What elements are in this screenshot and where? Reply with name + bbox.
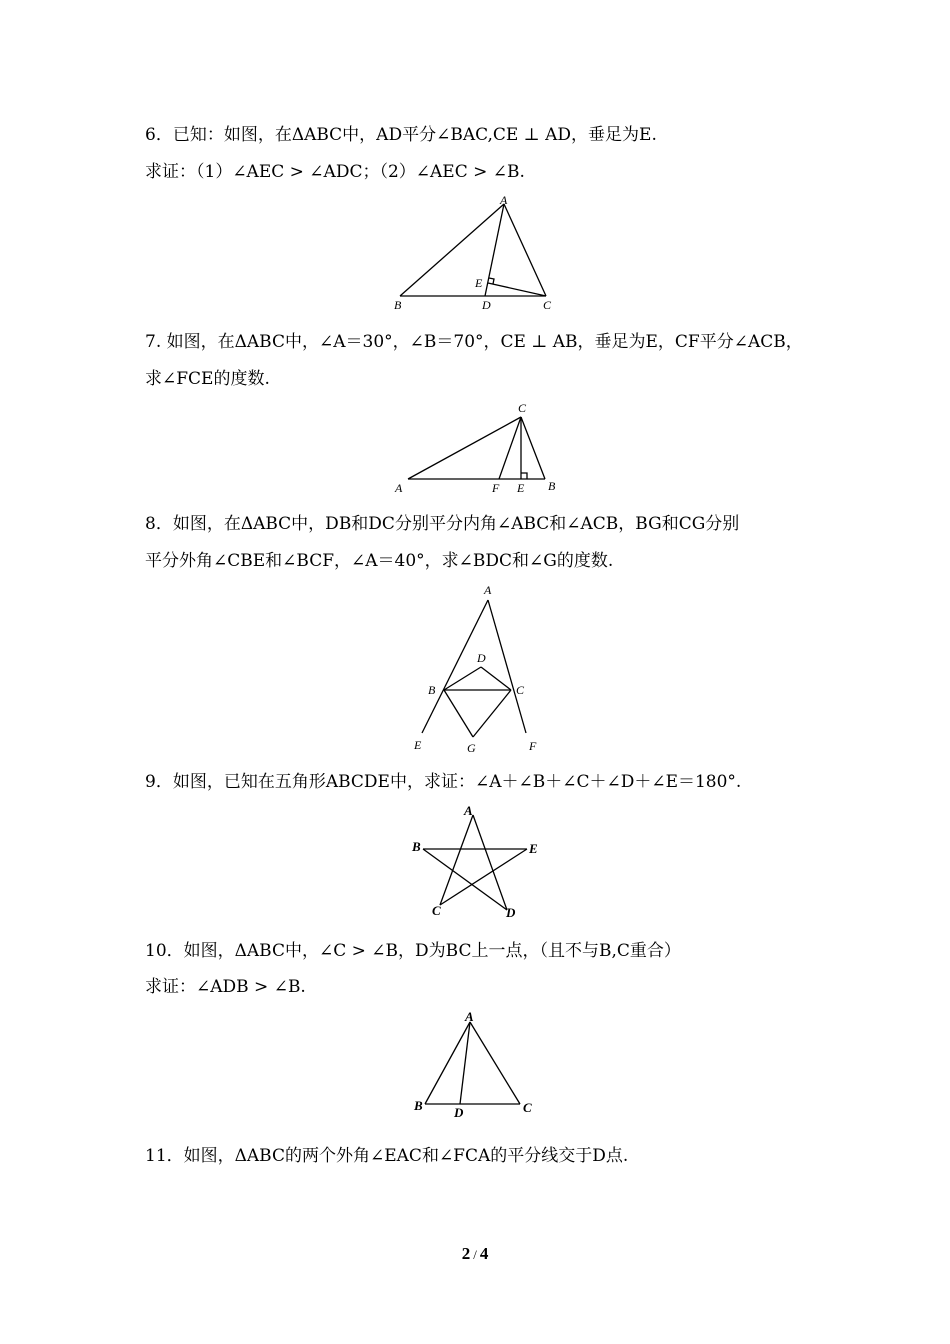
fig9-label-c: C — [432, 903, 441, 918]
fig8-segment-bg — [444, 690, 473, 737]
fig8-label-f: F — [529, 739, 537, 753]
fig6-segment-ac — [504, 204, 546, 296]
problem-8-line-2: 平分外角∠CBE和∠BCF，∠A＝40°，求∠BDC和∠G的度数. — [145, 551, 614, 571]
fig8-label-b: B — [428, 683, 436, 697]
fig7-right-angle-mark — [521, 473, 527, 479]
fig7-segment-ac — [408, 417, 521, 479]
page-total: 4 — [479, 1244, 489, 1263]
fig8-label-c: C — [516, 683, 525, 697]
fig7-label-e: E — [517, 481, 525, 495]
problem-6-line-1: 6．已知：如图，在ΔABC中，AD平分∠BAC,CE ⊥ AD，垂足为E. — [145, 125, 657, 145]
fig8-segment-ae — [422, 600, 488, 733]
fig8-segment-af — [488, 600, 526, 733]
fig8-label-d: D — [477, 651, 486, 665]
fig6-segment-ce — [488, 283, 546, 296]
fig7-label-c: C — [518, 401, 527, 415]
problem-7-line-2: 求∠FCE的度数. — [145, 369, 270, 389]
fig9-label-a: A — [464, 803, 473, 818]
page-number — [0, 1244, 950, 1264]
fig6-label-a: A — [500, 193, 508, 207]
fig6-label-d: D — [482, 298, 491, 312]
fig6-label-b: B — [394, 298, 402, 312]
fig9-segment-ac — [440, 815, 473, 905]
fig7-segment-cf — [499, 417, 521, 479]
figure-7-triangle — [390, 398, 565, 498]
fig8-segment-dc — [481, 667, 511, 690]
figure-6-triangle — [390, 192, 560, 314]
fig7-label-f: F — [492, 481, 500, 495]
fig9-label-d: D — [506, 905, 516, 920]
fig6-label-e: E — [475, 276, 483, 290]
fig8-segment-gc — [473, 690, 511, 737]
fig8-label-a: A — [484, 583, 492, 597]
problem-9-line-1: 9．如图，已知在五角形ABCDE中，求证：∠A＋∠B＋∠C＋∠D＋∠E＝180°. — [145, 772, 742, 792]
fig10-label-b: B — [414, 1098, 423, 1113]
fig9-segment-bd — [423, 849, 507, 910]
fig9-segment-ce — [440, 849, 527, 905]
page-separator: / — [473, 1247, 477, 1262]
fig7-label-a: A — [395, 481, 403, 495]
fig10-label-d: D — [454, 1105, 464, 1120]
problem-11-line-1: 11．如图，ΔABC的两个外角∠EAC和∠FCA的平分线交于D点. — [145, 1146, 629, 1166]
fig10-segment-ad — [460, 1022, 470, 1104]
fig10-label-a: A — [465, 1009, 474, 1024]
fig10-segment-ab — [425, 1022, 470, 1104]
problem-8-line-1: 8．如图，在ΔABC中，DB和DC分别平分内角∠ABC和∠ACB，BG和CG分别 — [145, 514, 740, 534]
problem-7-line-1: 7. 如图，在ΔABC中，∠A＝30°，∠B＝70°，CE ⊥ AB，垂足为E，CF平分∠ACB， — [145, 332, 803, 352]
fig8-label-e: E — [414, 738, 422, 752]
page-current: 2 — [461, 1244, 471, 1263]
fig8-label-g: G — [467, 741, 476, 755]
fig7-segment-cb — [521, 417, 545, 479]
fig6-label-c: C — [543, 298, 552, 312]
fig9-segment-ad — [473, 815, 507, 910]
fig7-label-b: B — [548, 479, 556, 493]
problem-10-line-1: 10．如图，ΔABC中，∠C > ∠B，D为BC上一点，（且不与B,C重合） — [145, 941, 681, 961]
fig9-label-e: E — [529, 841, 538, 856]
figure-9-pentagram — [405, 800, 550, 922]
fig9-label-b: B — [412, 839, 421, 854]
fig10-label-c: C — [523, 1100, 532, 1115]
problem-10-line-2: 求证：∠ADB > ∠B. — [145, 977, 306, 997]
problem-6-line-2: 求证：（1）∠AEC > ∠ADC；（2）∠AEC > ∠B. — [145, 162, 525, 182]
figure-8-triangle — [405, 580, 545, 758]
figure-10-triangle — [410, 1005, 540, 1123]
fig10-segment-ac — [470, 1022, 520, 1104]
